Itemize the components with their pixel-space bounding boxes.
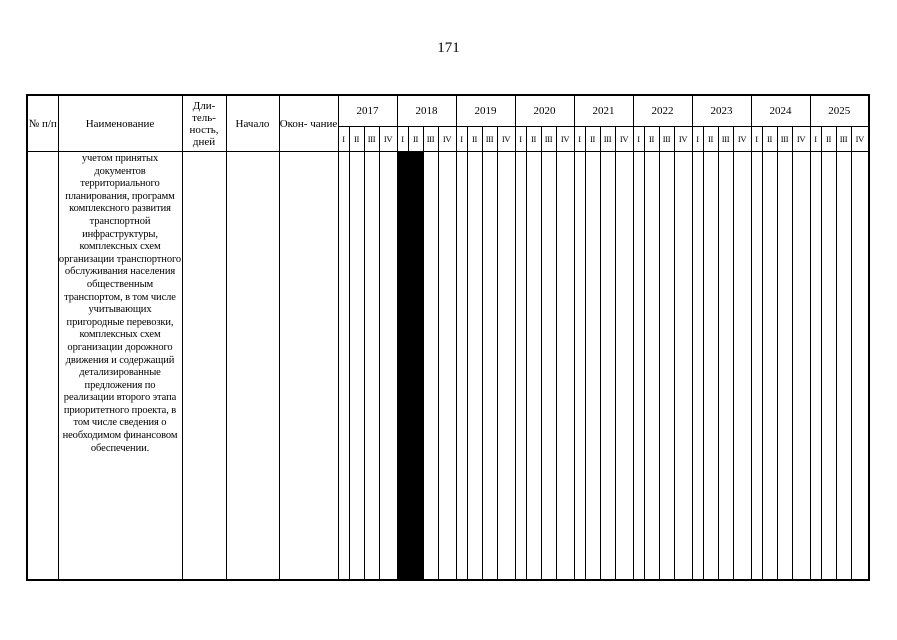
quarter-2022-IV: IV <box>674 127 692 152</box>
year-2022: 2022 <box>633 95 692 127</box>
schedule-cell-2019-III <box>482 152 497 581</box>
schedule-cell-2024-IV <box>792 152 810 581</box>
schedule-cell-2024-II <box>762 152 777 581</box>
schedule-cell-2017-IV <box>379 152 397 581</box>
page-number: 171 <box>437 40 460 56</box>
year-2021: 2021 <box>574 95 633 127</box>
year-2019: 2019 <box>456 95 515 127</box>
quarter-2019-I: I <box>456 127 467 152</box>
quarter-2022-I: I <box>633 127 644 152</box>
quarter-2023-II: II <box>703 127 718 152</box>
schedule-cell-2025-II <box>821 152 836 581</box>
year-2025: 2025 <box>810 95 869 127</box>
quarter-2020-II: II <box>526 127 541 152</box>
quarter-2022-II: II <box>644 127 659 152</box>
schedule-cell-2024-I <box>751 152 762 581</box>
quarter-2020-III: III <box>541 127 556 152</box>
year-2024: 2024 <box>751 95 810 127</box>
quarter-2025-I: I <box>810 127 821 152</box>
schedule-cell-2018-IV <box>438 152 456 581</box>
quarter-2025-II: II <box>821 127 836 152</box>
quarter-2019-IV: IV <box>497 127 515 152</box>
schedule-cell-2022-III <box>659 152 674 581</box>
schedule-cell-2019-I <box>456 152 467 581</box>
table-row <box>27 152 869 581</box>
year-2018: 2018 <box>397 95 456 127</box>
schedule-cell-2017-III <box>364 152 379 581</box>
schedule-cell-2020-III <box>541 152 556 581</box>
quarter-2021-III: III <box>600 127 615 152</box>
header-row-years <box>27 95 869 127</box>
header-num: № п/п <box>27 95 58 152</box>
header-start: Начало <box>226 95 279 152</box>
row-description: учетом принятых документов территориального планирования, программ комплексного развития транспортной инфраструктуры, комплексных схем организации транспортного обслуживания населения общественным транспортом, в том числе учитывающих пригородные перевозки, комплексных схем организации дорожного движения и содержащий детализированные предложения по реализации второго этапа приоритетного проекта, в том числе сведения о необходимом финансовом обеспечении. <box>58 152 182 581</box>
row-start <box>226 152 279 581</box>
quarter-2017-IV: IV <box>379 127 397 152</box>
row-end <box>279 152 338 581</box>
quarter-2017-I: I <box>338 127 349 152</box>
quarter-2023-IV: IV <box>733 127 751 152</box>
row-num <box>27 152 58 581</box>
schedule-table <box>26 94 870 581</box>
quarter-2023-III: III <box>718 127 733 152</box>
quarter-2024-II: II <box>762 127 777 152</box>
quarter-2021-II: II <box>585 127 600 152</box>
schedule-cell-2025-III <box>836 152 851 581</box>
schedule-cell-2021-III <box>600 152 615 581</box>
schedule-cell-2025-I <box>810 152 821 581</box>
quarter-2020-I: I <box>515 127 526 152</box>
quarter-2018-III: III <box>423 127 438 152</box>
schedule-cell-2021-IV <box>615 152 633 581</box>
row-duration <box>182 152 226 581</box>
quarter-2019-II: II <box>467 127 482 152</box>
schedule-cell-2017-II <box>349 152 364 581</box>
quarter-2017-III: III <box>364 127 379 152</box>
year-2023: 2023 <box>692 95 751 127</box>
quarter-2020-IV: IV <box>556 127 574 152</box>
quarter-2024-I: I <box>751 127 762 152</box>
schedule-cell-2022-I <box>633 152 644 581</box>
schedule-cell-2020-I <box>515 152 526 581</box>
quarter-2018-II: II <box>408 127 423 152</box>
schedule-cell-2019-IV <box>497 152 515 581</box>
schedule-bar-2018-II <box>408 152 423 581</box>
schedule-cell-2023-I <box>692 152 703 581</box>
quarter-2024-IV: IV <box>792 127 810 152</box>
schedule-cell-2022-IV <box>674 152 692 581</box>
header-duration: Дли- тель- ность, дней <box>182 95 226 152</box>
schedule-cell-2024-III <box>777 152 792 581</box>
schedule-cell-2020-II <box>526 152 541 581</box>
schedule-cell-2023-II <box>703 152 718 581</box>
quarter-2025-III: III <box>836 127 851 152</box>
schedule-cell-2017-I <box>338 152 349 581</box>
year-2020: 2020 <box>515 95 574 127</box>
quarter-2018-IV: IV <box>438 127 456 152</box>
header-end: Окон- чание <box>279 95 338 152</box>
quarter-2018-I: I <box>397 127 408 152</box>
quarter-2017-II: II <box>349 127 364 152</box>
quarter-2021-IV: IV <box>615 127 633 152</box>
schedule-cell-2021-II <box>585 152 600 581</box>
schedule-cell-2023-III <box>718 152 733 581</box>
quarter-2025-IV: IV <box>851 127 869 152</box>
schedule-cell-2025-IV <box>851 152 869 581</box>
schedule-bar-2018-I <box>397 152 408 581</box>
quarter-2023-I: I <box>692 127 703 152</box>
schedule-cell-2022-II <box>644 152 659 581</box>
quarter-2024-III: III <box>777 127 792 152</box>
quarter-2019-III: III <box>482 127 497 152</box>
schedule-cell-2021-I <box>574 152 585 581</box>
schedule-cell-2023-IV <box>733 152 751 581</box>
schedule-cell-2019-II <box>467 152 482 581</box>
quarter-2022-III: III <box>659 127 674 152</box>
header-name: Наименование <box>58 95 182 152</box>
quarter-2021-I: I <box>574 127 585 152</box>
schedule-cell-2020-IV <box>556 152 574 581</box>
schedule-cell-2018-III <box>423 152 438 581</box>
year-2017: 2017 <box>338 95 397 127</box>
